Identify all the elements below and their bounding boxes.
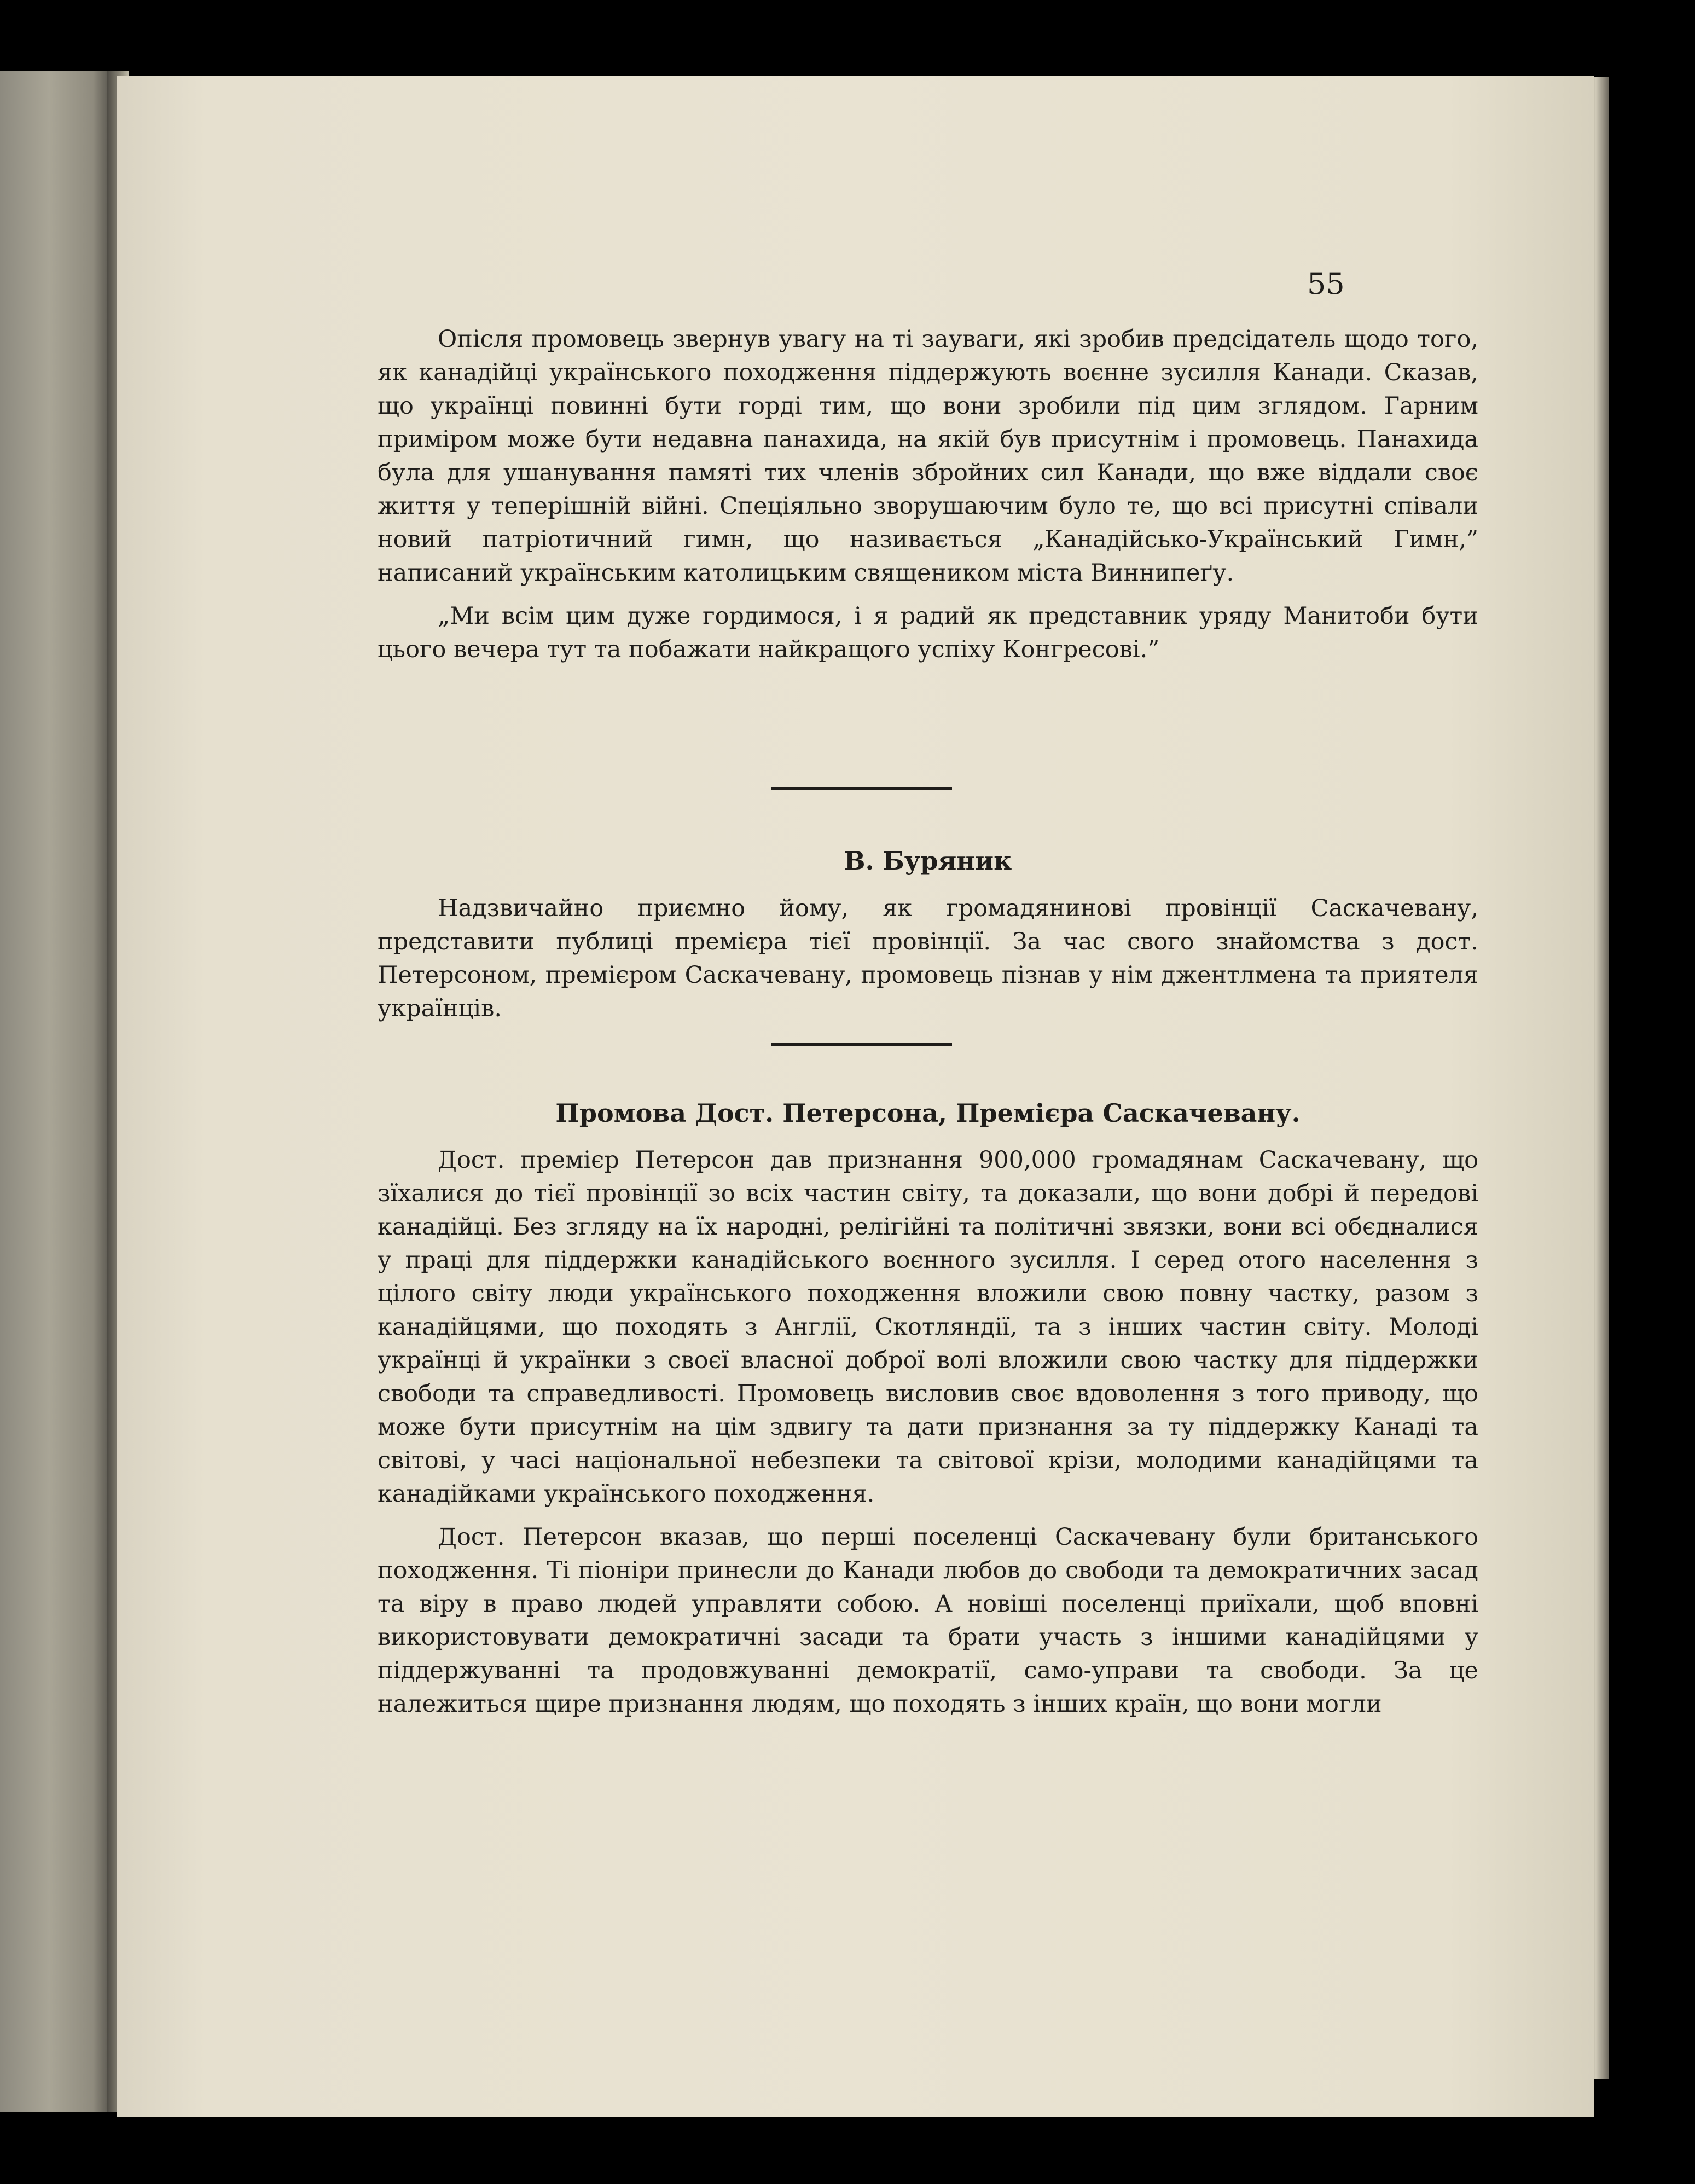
paragraph: Надзвичайно приємно йому, як громадянинові провінції Саскачевану, представити публиці премієра тієї провінції. За час свого знайомства з дост. Петерсоном, премієром Саскачевану, промовець пізнав у нім джентлмена та приятеля українців. (378, 895, 1478, 1022)
paragraph: „Ми всім цим дуже гордимося, і я радий як представник уряду Манитоби бути цього вечера тут та побажати найкращого успіху Конгресові.” (378, 603, 1478, 663)
section-buryanyk-text (378, 892, 1478, 1026)
paragraph: Дост. Петерсон вказав, що перші поселенці Саскачевану були британського походження. Ті піоніри принесли до Канади любов до свободи та демократичних засад та віру в право людей управляти собою. А новіші поселенці приїхали, щоб вповні використовувати демократичні засади та брати участь з іншими канадійцями у піддержуванні та продовжуванні демократії, само-управи та свободи. За це належиться щире признання людям, що походять з інших країн, що вони могли (378, 1523, 1478, 1718)
section-intro-text (378, 323, 1478, 667)
facing-page-edge (0, 71, 109, 2112)
section-heading: Промова Дост. Петерсона, Премієра Саскачевану. (555, 1098, 1301, 1128)
paragraph: Опісля промовець звернув увагу на ті зауваги, які зробив предсідатель щодо того, як канадійці українського походження піддержують воєнне зусилля Канади. Сказав, що українці повинні бути горді тим, що вони зробили під цим зглядом. Гарним приміром може бути недавна панахида, на якій був присутнім і промовець. Панахида була для ушанування памяті тих членів збройних сил Канади, що вже віддали своє життя у теперішній війні. Спеціяльно зворушаючим було те, що всі присутні співали новий патріотичний гимн, що називається „Канадійсько-Український Гимн,” написаний українським католицьким священиком міста Виннипеґу. (378, 326, 1478, 587)
book-page (117, 76, 1594, 2117)
section-divider (771, 787, 952, 790)
section-peterson-text (378, 1144, 1478, 1721)
section-heading: В. Буряник (844, 846, 1012, 876)
section-divider (771, 1043, 952, 1046)
paragraph: Дост. премієр Петерсон дав признання 900,000 громадянам Саскачевану, що зїхалися до тієї провінції зо всіх частин світу, та доказали, що вони добрі й передові канадійці. Без згляду на їх народні, релігійні та політичні звязки, вони всі обєдналися у праці для піддержки канадійського воєнного зусилля. І серед отого населення з цілого світу люди українського походження вложили свою повну частку, разом з канадійцями, що походять з Англії, Скотляндії, та з інших частин світу. Молоді українці й українки з своєї власної доброї волі вложили свою частку для піддержки свободи та справедливості. Промовець висловив своє вдоволення з того приводу, що може бути присутнім на цім здвигу та дати признання за ту піддержку Канаді та світові, у часі національної небезпеки та світової крізи, молодими канадійцями та канадійками українського походження. (378, 1146, 1478, 1508)
page-number: 55 (1307, 267, 1345, 301)
